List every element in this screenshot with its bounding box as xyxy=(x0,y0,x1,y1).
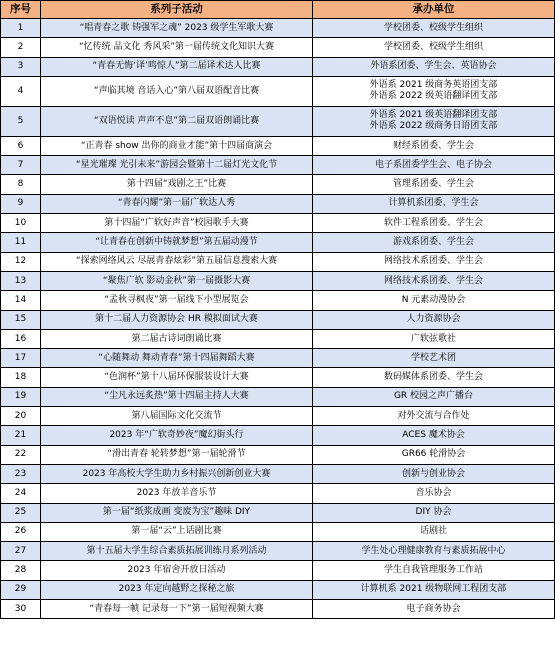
row-organizer xyxy=(313,387,555,406)
row-serial-number: 5 xyxy=(1,106,41,136)
organizer-line: 网络技术系团委、学生会 xyxy=(383,275,483,286)
row-serial-number: 24 xyxy=(1,484,41,503)
row-organizer xyxy=(313,503,555,522)
table-row xyxy=(1,38,555,57)
row-organizer xyxy=(313,445,555,464)
organizer-line: 计算机系 2021 级物联网工程团支部 xyxy=(360,584,507,595)
row-serial-number: 13 xyxy=(1,271,41,290)
organizer-line: 数码媒体系团委、学生会 xyxy=(383,372,483,383)
organizer-line: 外语系团委、学生会、英语协会 xyxy=(370,61,497,72)
row-serial-number: 6 xyxy=(1,136,41,155)
organizer-line: 人力资源协会 xyxy=(406,314,461,325)
table-row xyxy=(1,542,555,561)
header-row xyxy=(1,1,555,19)
table-row xyxy=(1,349,555,368)
row-serial-number: 27 xyxy=(1,542,41,561)
row-activity: 第一届“纸浆成画 变废为宝”趣味 DIY xyxy=(41,503,313,522)
table-row xyxy=(1,580,555,599)
organizer-line: 外语系 2021 级英语翻译团支部 xyxy=(369,110,498,121)
row-serial-number: 11 xyxy=(1,233,41,252)
row-activity: 第十二届人力资源协会 HR 模拟面试大赛 xyxy=(41,310,313,329)
row-organizer xyxy=(313,426,555,445)
organizer-line: 对外交流与合作处 xyxy=(397,410,470,421)
row-serial-number: 1 xyxy=(1,19,41,38)
row-organizer xyxy=(313,329,555,348)
row-organizer xyxy=(313,175,555,194)
row-activity: “滑出青春 轮转梦想”第一届轮滑节 xyxy=(41,445,313,464)
row-activity: 第十五届大学生综合素质拓展训练月系列活动 xyxy=(41,542,313,561)
organizer-line: 财经系团委、学生会 xyxy=(392,140,474,151)
organizer-line: 话剧社 xyxy=(419,526,447,537)
row-activity: 第十四届“广软好声音”校园歌手大赛 xyxy=(41,214,313,233)
organizer-line: 音乐协会 xyxy=(415,487,452,498)
table-row xyxy=(1,214,555,233)
organizer-line: DIY 协会 xyxy=(415,507,452,518)
row-activity: “星光璀璨 光引未来”游园会暨第十二届灯光文化节 xyxy=(41,156,313,175)
table-row xyxy=(1,136,555,155)
row-serial-number: 8 xyxy=(1,175,41,194)
row-organizer xyxy=(313,136,555,155)
row-activity: 2023 年“广软奇妙夜”魔幻街头行 xyxy=(41,426,313,445)
row-organizer xyxy=(313,349,555,368)
table-row xyxy=(1,464,555,483)
organizer-line: 学校团委、校级学生组织 xyxy=(383,22,483,33)
table-row xyxy=(1,387,555,406)
table-row xyxy=(1,57,555,76)
organizer-line: 外语系 2022 级英语翻译团支部 xyxy=(369,91,498,102)
row-organizer xyxy=(313,38,555,57)
table-row xyxy=(1,310,555,329)
row-organizer xyxy=(313,542,555,561)
table-row xyxy=(1,271,555,290)
organizer-line: GR 校园之声广播台 xyxy=(393,391,474,402)
row-organizer xyxy=(313,194,555,213)
table-row xyxy=(1,76,555,106)
table-row xyxy=(1,291,555,310)
row-serial-number: 26 xyxy=(1,522,41,541)
row-serial-number: 20 xyxy=(1,407,41,426)
organizer-line: 软件工程系团委、学生会 xyxy=(383,217,483,228)
table-row xyxy=(1,252,555,271)
row-activity: “正青春 show 出你的商业才能”第十四届商演会 xyxy=(41,136,313,155)
table-row xyxy=(1,106,555,136)
row-serial-number: 15 xyxy=(1,310,41,329)
row-organizer xyxy=(313,76,555,106)
table-row xyxy=(1,426,555,445)
row-activity: “忆传统 品文化 秀风采”第一届传统文化知识大赛 xyxy=(41,38,313,57)
row-activity: “让青春在创新中铸就梦想”第五届动漫节 xyxy=(41,233,313,252)
organizer-line: 外语系 2022 级商务日语团支部 xyxy=(369,121,498,132)
organizer-line: GR66 轮滑协会 xyxy=(401,449,466,460)
organizer-line: 学生处心理健康教育与素质拓展中心 xyxy=(361,545,506,556)
table-row xyxy=(1,407,555,426)
row-activity: 第一届“云”上话剧比赛 xyxy=(41,522,313,541)
row-organizer xyxy=(313,464,555,483)
row-serial-number: 25 xyxy=(1,503,41,522)
row-serial-number: 21 xyxy=(1,426,41,445)
row-organizer xyxy=(313,214,555,233)
table-row xyxy=(1,503,555,522)
row-organizer xyxy=(313,407,555,426)
table-row xyxy=(1,194,555,213)
organizer-line: N 元素动漫协会 xyxy=(401,294,466,305)
row-activity: 第八届国际文化交流节 xyxy=(41,407,313,426)
row-organizer xyxy=(313,310,555,329)
row-organizer xyxy=(313,156,555,175)
organizer-line: 网络技术系团委、学生会 xyxy=(383,256,483,267)
table-row xyxy=(1,233,555,252)
table-row xyxy=(1,156,555,175)
table-row xyxy=(1,561,555,580)
row-activity: “双语悦读 声声不息”第二届双语朗诵比赛 xyxy=(41,106,313,136)
table-row xyxy=(1,484,555,503)
row-serial-number: 14 xyxy=(1,291,41,310)
row-activity: “色润杯”第十八届环保服装设计大赛 xyxy=(41,368,313,387)
row-activity: 2023 年放羊音乐节 xyxy=(41,484,313,503)
table-row xyxy=(1,445,555,464)
header-serial-number: 序号 xyxy=(1,1,41,19)
organizer-line: 学校团委、校级学生组织 xyxy=(383,41,483,52)
table-row xyxy=(1,522,555,541)
row-organizer xyxy=(313,600,555,619)
row-serial-number: 17 xyxy=(1,349,41,368)
row-activity: “尘凡永远炙热”第十四届主持人大赛 xyxy=(41,387,313,406)
table-row xyxy=(1,175,555,194)
row-serial-number: 30 xyxy=(1,600,41,619)
row-organizer xyxy=(313,19,555,38)
row-serial-number: 12 xyxy=(1,252,41,271)
organizer-line: 学校艺术团 xyxy=(410,352,456,363)
row-serial-number: 22 xyxy=(1,445,41,464)
row-organizer xyxy=(313,561,555,580)
organizer-line: 计算机系团委、学生会 xyxy=(388,198,479,209)
row-activity: “孟秋寻枫夜”第一届线下小型展览会 xyxy=(41,291,313,310)
row-serial-number: 4 xyxy=(1,76,41,106)
row-activity: 2023 年定向越野之探秘之旅 xyxy=(41,580,313,599)
table-body xyxy=(1,19,555,619)
row-organizer xyxy=(313,233,555,252)
row-organizer xyxy=(313,522,555,541)
header-organizer: 承办单位 xyxy=(313,1,555,19)
row-serial-number: 7 xyxy=(1,156,41,175)
row-organizer xyxy=(313,368,555,387)
row-organizer xyxy=(313,580,555,599)
row-organizer xyxy=(313,57,555,76)
row-activity: “聚焦广软 影动金秋”第一届摄影大赛 xyxy=(41,271,313,290)
row-organizer xyxy=(313,252,555,271)
row-serial-number: 3 xyxy=(1,57,41,76)
row-activity: “心随舞动 舞动青春”第十四届舞蹈大赛 xyxy=(41,349,313,368)
row-activity: “声临其境 音话入心”第八届双语配音比赛 xyxy=(41,76,313,106)
table-row xyxy=(1,329,555,348)
table-row xyxy=(1,19,555,38)
row-activity: “唱青春之歌 铸强军之魂” 2023 级学生军歌大赛 xyxy=(41,19,313,38)
organizer-line: 学生自我管理服务工作站 xyxy=(383,565,483,576)
organizer-line: ACES 魔术协会 xyxy=(402,429,465,440)
row-serial-number: 16 xyxy=(1,329,41,348)
row-activity: “青春无悔‘译’鸣惊人”第二届译术达人比赛 xyxy=(41,57,313,76)
organizer-line: 电子商务协会 xyxy=(406,603,461,614)
row-serial-number: 10 xyxy=(1,214,41,233)
organizer-line: 外语系 2021 级商务英语团支部 xyxy=(369,80,498,91)
row-activity: 第二届古诗词朗诵比赛 xyxy=(41,329,313,348)
organizer-line: 管理系团委、学生会 xyxy=(392,179,474,190)
row-organizer xyxy=(313,291,555,310)
row-serial-number: 29 xyxy=(1,580,41,599)
row-serial-number: 18 xyxy=(1,368,41,387)
row-activity: “青春闪耀”第一届广软达人秀 xyxy=(41,194,313,213)
row-serial-number: 9 xyxy=(1,194,41,213)
row-organizer xyxy=(313,484,555,503)
row-serial-number: 19 xyxy=(1,387,41,406)
row-organizer xyxy=(313,106,555,136)
row-serial-number: 23 xyxy=(1,464,41,483)
row-organizer xyxy=(313,271,555,290)
row-activity: 第十四届“戏剧之王”比赛 xyxy=(41,175,313,194)
organizer-line: 广软弦歌社 xyxy=(410,333,456,344)
organizer-line: 游戏系团委、学生会 xyxy=(392,237,474,248)
row-activity: 2023 年高校大学生助力乡村振兴创新创业大赛 xyxy=(41,464,313,483)
table-row xyxy=(1,368,555,387)
row-activity: “青春每一帧 记录每一下”第一届短视频大赛 xyxy=(41,600,313,619)
header-activity: 系列子活动 xyxy=(41,1,313,19)
organizer-line: 创新与创业协会 xyxy=(401,468,465,479)
row-serial-number: 28 xyxy=(1,561,41,580)
organizer-line: 电子系团委学生会、电子协会 xyxy=(374,159,492,170)
row-serial-number: 2 xyxy=(1,38,41,57)
row-activity: 2023 年宿舍开放日活动 xyxy=(41,561,313,580)
table-row xyxy=(1,600,555,619)
row-activity: “探索网络风云 尽展青春炫彩”第五届信息搜索大赛 xyxy=(41,252,313,271)
